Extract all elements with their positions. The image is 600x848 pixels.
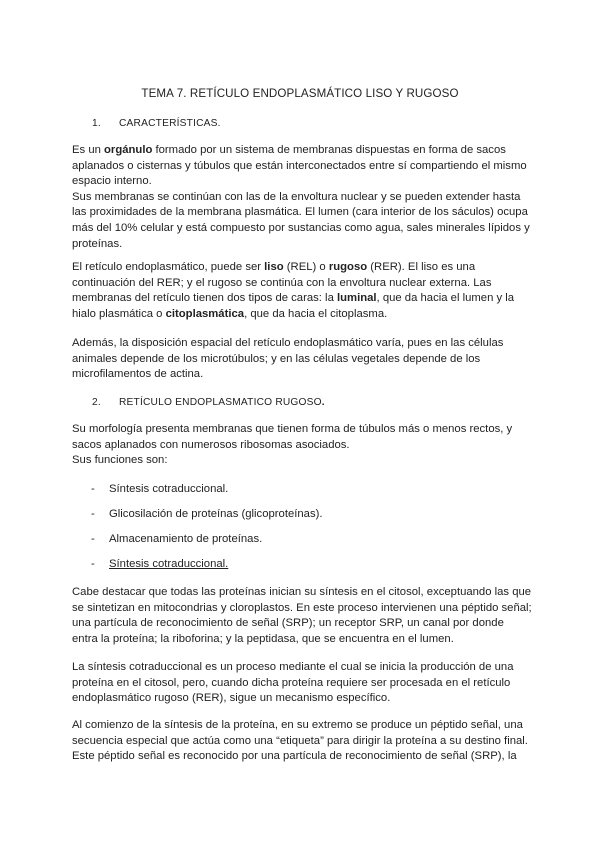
text-run: El retículo endoplasmático, puede ser [72,261,265,273]
text-run: , que da hacia el citoplasma. [244,307,388,320]
text-run: Es un [72,144,105,156]
text-run: (RER). El liso es una continuación del RER; y el rugoso se continúa con la envoltura nuclear externa. Las membranas del retículo tienen dos tipos de caras: la [72,261,492,305]
bold-term: luminal [337,292,377,305]
list-bullet: - [91,533,95,545]
section-title: CARACTERÍSTICAS. [119,118,221,129]
bold-term: orgánulo [104,144,153,156]
paragraph-definition [72,143,532,252]
paragraph-disposition: Además, la disposición espacial del retículo endoplasmático varía, pues en las células animales depende de los microtúbulos; y en las células vegetales depende de los microfilamentos de actina. [72,337,504,381]
text-run: Su morfología presenta membranas que tienen forma de túbulos más o menos rectos, y sacos aplanados con numerosos ribosomas asociados. [72,423,513,451]
paragraph-types [72,260,532,322]
list-item [91,507,323,523]
section-title-dot: . [321,397,325,408]
list-item-text: Síntesis cotraduccional. [109,483,229,495]
list-item [91,557,228,573]
paragraph-cotranslational: La síntesis cotraduccional es un proceso mediante el cual se inicia la producción de una proteína en el citosol, pero, cuando dicha proteína requiere ser procesada en el retículo endoplasmático rugoso (RER), sigue un mecanismo específico. [72,661,514,705]
paragraph-morphology [72,422,532,469]
section-heading-1 [92,116,221,132]
text-run: Sus funciones son: [72,454,168,467]
list-bullet: - [91,558,95,570]
text-run: Sus membranas se continúan con las de la envoltura nuclear y se pueden extender hasta las proximidades de la membrana plasmática. El lumen (cara interior de los sáculos) ocupa más del 10% celular y está compuesto por sustancias como agua, sales minerales lípidos y proteínas. [72,190,530,250]
bold-term: rugoso [328,261,368,273]
section-title: RETÍCULO ENDOPLASMATICO RUGOSO [119,397,322,408]
section-number: 2. [92,397,101,408]
text-run: , que da hacia el lumen y la hialo plasmática o [72,292,515,320]
text-run: (REL) o [283,261,329,273]
list-item [91,532,262,548]
document-title: TEMA 7. RETÍCULO ENDOPLASMÁTICO LISO Y RUGOSO [141,87,459,100]
list-item-text: Síntesis cotraduccional. [109,558,229,570]
list-item-text: Almacenamiento de proteínas. [109,533,263,545]
list-item [91,482,228,498]
section-heading-2 [92,395,325,411]
bold-term: citoplasmática [165,307,245,320]
paragraph-signal-peptide: Al comienzo de la síntesis de la proteína, en su extremo se produce un péptido señal, una secuencia especial que actúa como una “etiqueta” para dirigir la proteína a su destino final. Este péptido señal es reconocido por una partícula de reconocimiento de señal (SRP), la [72,719,528,763]
list-bullet: - [91,508,95,520]
bold-term: liso [264,261,284,273]
paragraph-protein-synthesis: Cabe destacar que todas las proteínas inician su síntesis en el citosol, exceptuando las que se sintetizan en mitocondrias y cloroplastos. En este proceso intervienen una péptido señal; una partícula de reconocimiento de señal (SRP); un receptor SRP, un canal por donde entra la proteína; la riboforina; y la peptidasa, que se encuentra en el lumen. [72,586,532,645]
list-bullet: - [91,483,95,495]
list-item-text: Glicosilación de proteínas (glicoproteínas). [109,508,323,520]
text-run: formado por un sistema de membranas dispuestas en forma de sacos aplanados o cisternas y túbulos que están interconectados entre sí compartiendo el mismo espacio interno. [72,144,527,188]
section-number: 1. [92,118,101,129]
